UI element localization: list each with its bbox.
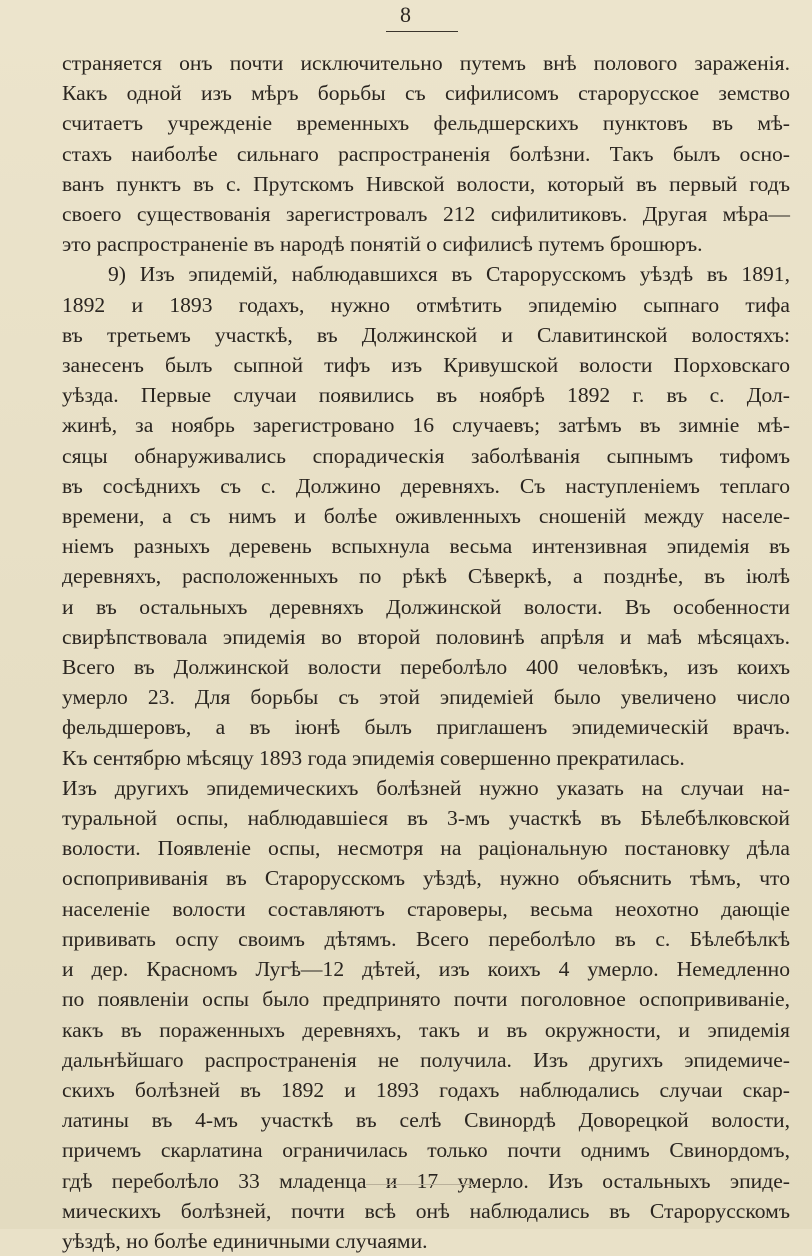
text-line: страняется онъ почти исключительно путемъ внѣ полового зараженія.	[62, 51, 790, 75]
text-line: въ третьемъ участкѣ, въ Должинской и Славитинской волостяхъ:	[62, 322, 790, 347]
text-line: въ сосѣднихъ съ с. Должино деревняхъ. Съ наступленіемъ теплаго	[62, 473, 790, 498]
text-line: Какъ одной изъ мѣръ борьбы съ сифилисомъ старорусское земство	[62, 81, 790, 106]
text-line: фельдшеровъ, а въ іюнѣ былъ приглашенъ эпидемическій врачъ.	[62, 715, 790, 740]
text-line: свирѣпствовала эпидемія во второй половинѣ апрѣля и маѣ мѣсяцахъ.	[62, 624, 790, 649]
text-line: жинѣ, за ноябрь зарегистровано 16 случаевъ; затѣмъ въ зимніе мѣ-	[62, 413, 790, 438]
text-line: сяцы обнаруживались спорадическія заболѣванія сыпнымъ тифомъ	[62, 443, 790, 468]
text-line: гдѣ переболѣло 33 младенца и 17 умерло. Изъ остальныхъ эпиде-	[62, 1168, 790, 1193]
text-line: уѣздѣ, но болѣе единичными случаями.	[62, 1228, 428, 1253]
text-line: занесенъ былъ сыпной тифъ изъ Кривушской волости Порховскаго	[62, 353, 790, 378]
text-line: это распространеніе въ народѣ понятій о сифилисѣ путемъ брошюръ.	[62, 232, 703, 257]
text-line: Изъ другихъ эпидемическихъ болѣзней нужно указать на случаи на-	[62, 775, 790, 800]
text-line: стахъ наиболѣе сильнаго распространенія болѣзни. Такъ былъ осно-	[62, 141, 790, 166]
text-line: мическихъ болѣзней, почти всѣ онѣ наблюдались въ Старорусскомъ	[62, 1198, 790, 1223]
text-line: туральной оспы, наблюдавшіеся въ 3-мъ участкѣ въ Бѣлебѣлковской	[62, 806, 790, 831]
text-line: дальнѣйшаго распространенія не получила. Изъ другихъ эпидемиче-	[62, 1047, 790, 1072]
text-line: умерло 23. Для борьбы съ этой эпидеміей было увеличено число	[62, 685, 790, 710]
text-line: своего существованія зарегистровалъ 212 сифилитиковъ. Другая мѣра—	[62, 202, 790, 227]
text-line: причемъ скарлатина ограничилась только почти однимъ Свинордомъ,	[62, 1138, 790, 1163]
body-text	[62, 48, 790, 1256]
text-line: ванъ пунктъ въ с. Прутскомъ Нивской волости, который въ первый годъ	[62, 171, 790, 196]
text-line: деревняхъ, расположенныхъ по рѣкѣ Сѣверкѣ, а позднѣе, въ іюлѣ	[62, 564, 790, 589]
text-line: Всего въ Должинской волости переболѣло 400 человѣкъ, изъ коихъ	[62, 655, 790, 680]
text-line: Къ сентябрю мѣсяцу 1893 года эпидемія совершенно прекратилась.	[62, 745, 685, 770]
text-line: прививать оспу своимъ дѣтямъ. Всего переболѣло въ с. Бѣлебѣлкѣ	[62, 926, 790, 951]
text-line: населеніе волости составляютъ староверы, весьма неохотно дающіе	[62, 896, 790, 921]
text-line: какъ въ пораженныхъ деревняхъ, такъ и въ окружности, и эпидемія	[62, 1017, 790, 1042]
text-line: оспопрививанія въ Старорусскомъ уѣздѣ, нужно объяснить тѣмъ, что	[62, 866, 790, 891]
text-line: и въ остальныхъ деревняхъ Должинской волости. Въ особенности	[62, 594, 790, 619]
page-number-rule	[386, 31, 458, 32]
text-line: волости. Появленіе оспы, несмотря на раціональную постановку дѣла	[62, 836, 790, 861]
text-line: по появленіи оспы было предпринято почти поголовное оспопрививаніе,	[62, 987, 790, 1012]
text-line: латины въ 4-мъ участкѣ въ селѣ Свинордѣ Доворецкой волости,	[62, 1108, 790, 1133]
text-line: и дер. Красномъ Лугѣ—12 дѣтей, изъ коихъ 4 умерло. Немедленно	[62, 957, 790, 982]
text-line: уѣзда. Первые случаи появились въ ноябрѣ 1892 г. въ с. Дол-	[62, 383, 790, 408]
paragraph-start-line: 9) Изъ эпидемій, наблюдавшихся въ Старорусскомъ уѣздѣ въ 1891,	[108, 262, 790, 287]
text-line: времени, а съ нимъ и болѣе оживленныхъ сношеній между населе-	[62, 504, 790, 529]
text-line: считаетъ учрежденіе временныхъ фельдшерскихъ пунктовъ въ мѣ-	[62, 111, 790, 136]
page-number: 8	[400, 2, 412, 27]
text-line: скихъ болѣзней въ 1892 и 1893 годахъ наблюдались случаи скар-	[62, 1077, 790, 1102]
footer-rule	[366, 1184, 474, 1185]
text-line: 1892 и 1893 годахъ, нужно отмѣтить эпидемію сыпнаго тифа	[62, 292, 790, 317]
text-line: ніемъ разныхъ деревень вспыхнула весьма интензивная эпидемія въ	[62, 534, 790, 559]
